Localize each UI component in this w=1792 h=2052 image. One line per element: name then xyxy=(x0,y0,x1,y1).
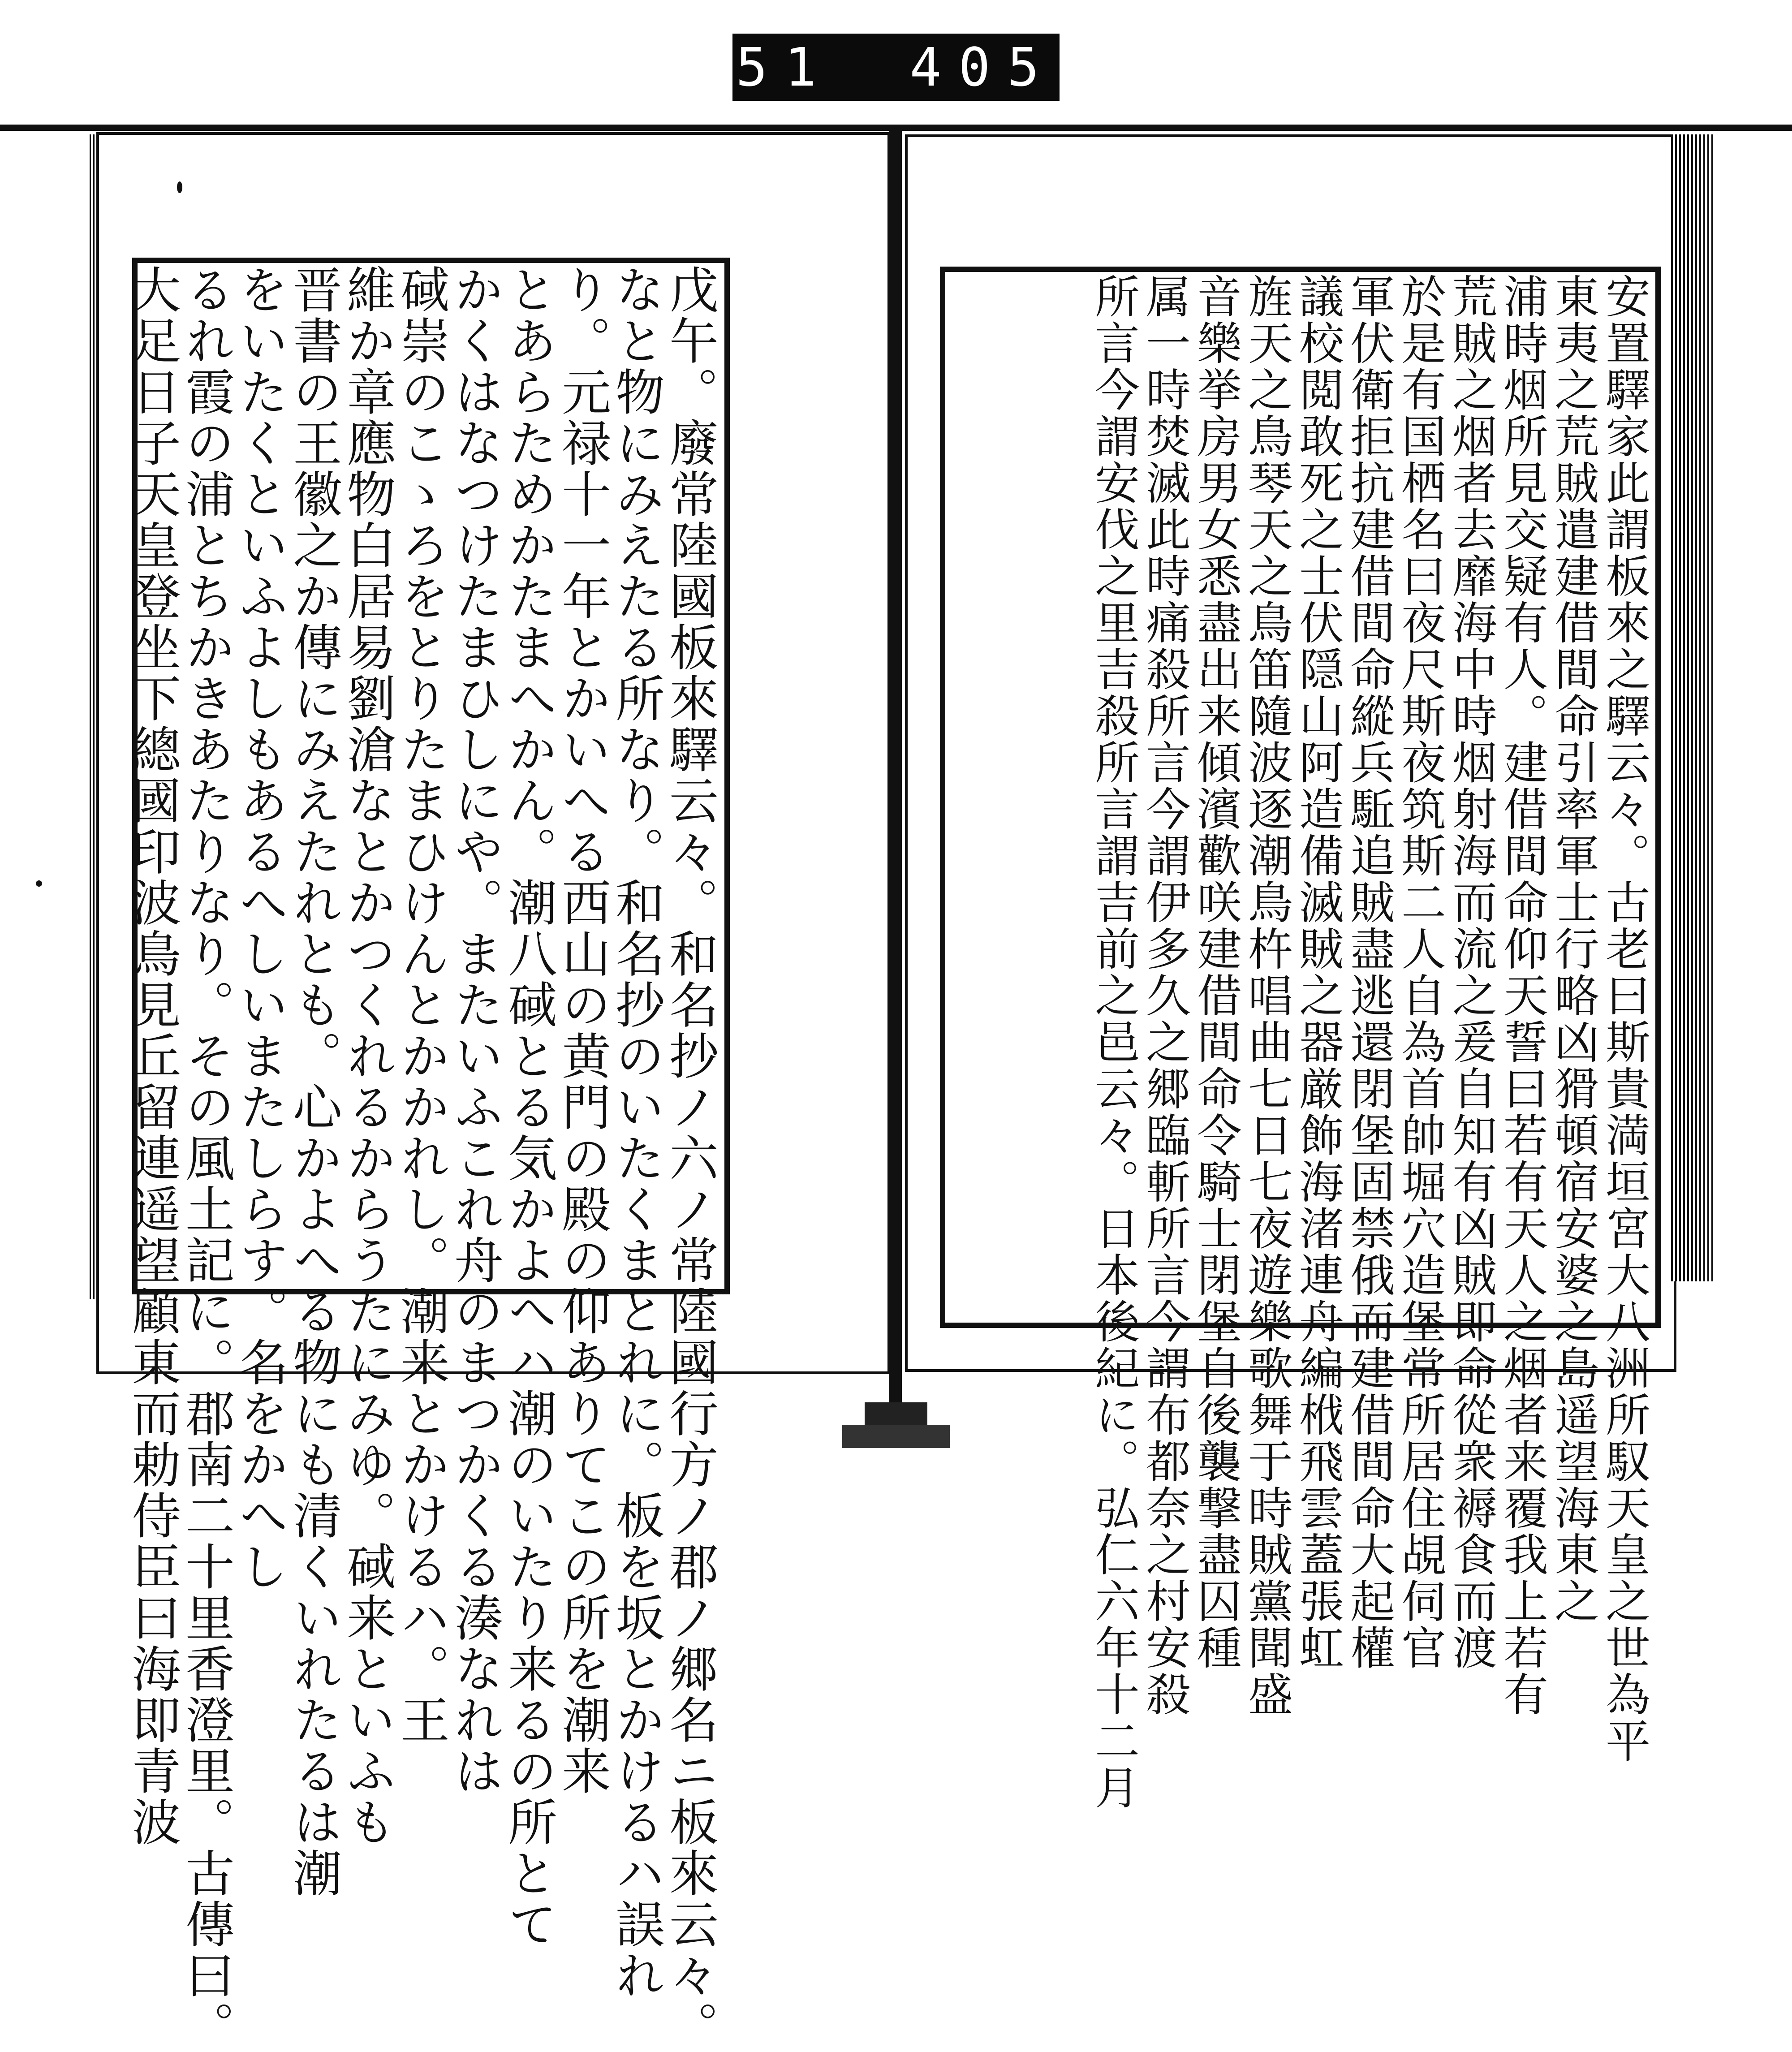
left-column-1: 戊午。廢常陸國板來驛云々。和名抄ノ六ノ常陸國行方ノ郡ノ郷名ニ板來云々。 xyxy=(661,264,719,2052)
right-page-edge-stack xyxy=(1671,134,1714,1281)
right-column-6: 軍伏衛拒抗建借間命縱兵駈追賊盡逃還閉堡固禁俄而建借間命大起權 xyxy=(1343,273,1395,1671)
spine-foot-base xyxy=(842,1425,950,1448)
ink-speck xyxy=(36,880,42,887)
left-column-9: をいたくといふよしもあるへしいまたしらす。名をかへし xyxy=(231,264,289,1592)
right-column-9: 音樂挙房男女悉盡出来傾濱歡咲建借間命令騎士閉堡自後襲撃盡囚種 xyxy=(1189,273,1242,1671)
right-text-block xyxy=(950,273,1650,1811)
left-column-8: 晋書の王徽之か傳にみえたれとも。心かよへる物にも清くいれたるは潮 xyxy=(285,264,342,1899)
left-column-4: とあらためかたまへかん。潮八䂸とる気かよへハ潮のいたり来るの所とて xyxy=(500,264,557,1950)
right-column-3: 浦時烟所見交疑有人。建借間命仰天誓曰若有天人之烟者来覆我上若有 xyxy=(1496,273,1548,1718)
right-column-1: 安置驛家此謂板來之驛云々。古老曰斯貴満垣宮大八洲所馭天皇之世為平 xyxy=(1598,273,1650,1764)
right-column-5: 於是有国栖名曰夜尺斯夜筑斯二人自為首帥堀穴造堡常所居住覘伺官 xyxy=(1394,273,1446,1671)
left-column-2: なと物にみえたる所なり。和名抄のいたくまとれに。板を坂とかけるハ誤れ xyxy=(607,264,665,2001)
left-column-6: 䂸崇のこゝろをとりたまひけんとかかれし。潮来とかけるハ。王 xyxy=(392,264,450,1746)
left-column-3: り。元禄十一年とかいへる西山の黄門の殿の仰ありてこの所を潮来 xyxy=(554,264,611,1797)
right-column-11: 所言今謂安伐之里吉殺所言謂吉前之邑云々。日本後紀に。弘仁六年十二月 xyxy=(1087,273,1140,1811)
left-column-10: るれ霞の浦とちかきあたりなり。その風土記に。郡南二十里香澄里。古傳曰。 xyxy=(177,264,235,2052)
left-text-block xyxy=(124,264,719,2052)
left-column-11: 大足日子天皇登坐下總國印波鳥見丘留連遥望顧東而勅侍臣曰海即青波 xyxy=(124,264,181,1848)
left-column-5: かくはなつけたまひしにや。またいふこれ舟のまつかくる湊なれは xyxy=(446,264,504,1797)
right-column-8: 旌天之鳥琴天之鳥笛隨波逐潮鳥杵唱曲七日七夜遊樂歌舞于時賊黨聞盛 xyxy=(1241,273,1293,1718)
label-left-number: 451 xyxy=(687,36,834,98)
right-column-7: 議校閲敢死之士伏隠山阿造備滅賊之器厳飾海渚連舟編栰飛雲蓋張虹 xyxy=(1292,273,1344,1671)
right-column-10: 属一時焚滅此時痛殺所言今謂伊多久之郷臨斬所言今謂布都奈之村安殺 xyxy=(1138,273,1191,1718)
label-right-number: 405. xyxy=(909,36,1105,98)
book-spine xyxy=(889,130,902,1447)
right-column-4: 荒賊之烟者去靡海中時烟射海而流之爰自知有凶賊即命從衆褥食而渡 xyxy=(1445,273,1497,1671)
left-column-7: 維か章應物白居易劉滄なとかつくれるからうたにみゆ。䂸来といふも xyxy=(339,264,396,1848)
right-column-2: 東夷之荒賊遣建借間命引率軍士行略凶猾頓宿安婆之島遥望海東之 xyxy=(1547,273,1599,1625)
ink-speck xyxy=(177,181,182,193)
archive-number-label xyxy=(687,34,1105,101)
